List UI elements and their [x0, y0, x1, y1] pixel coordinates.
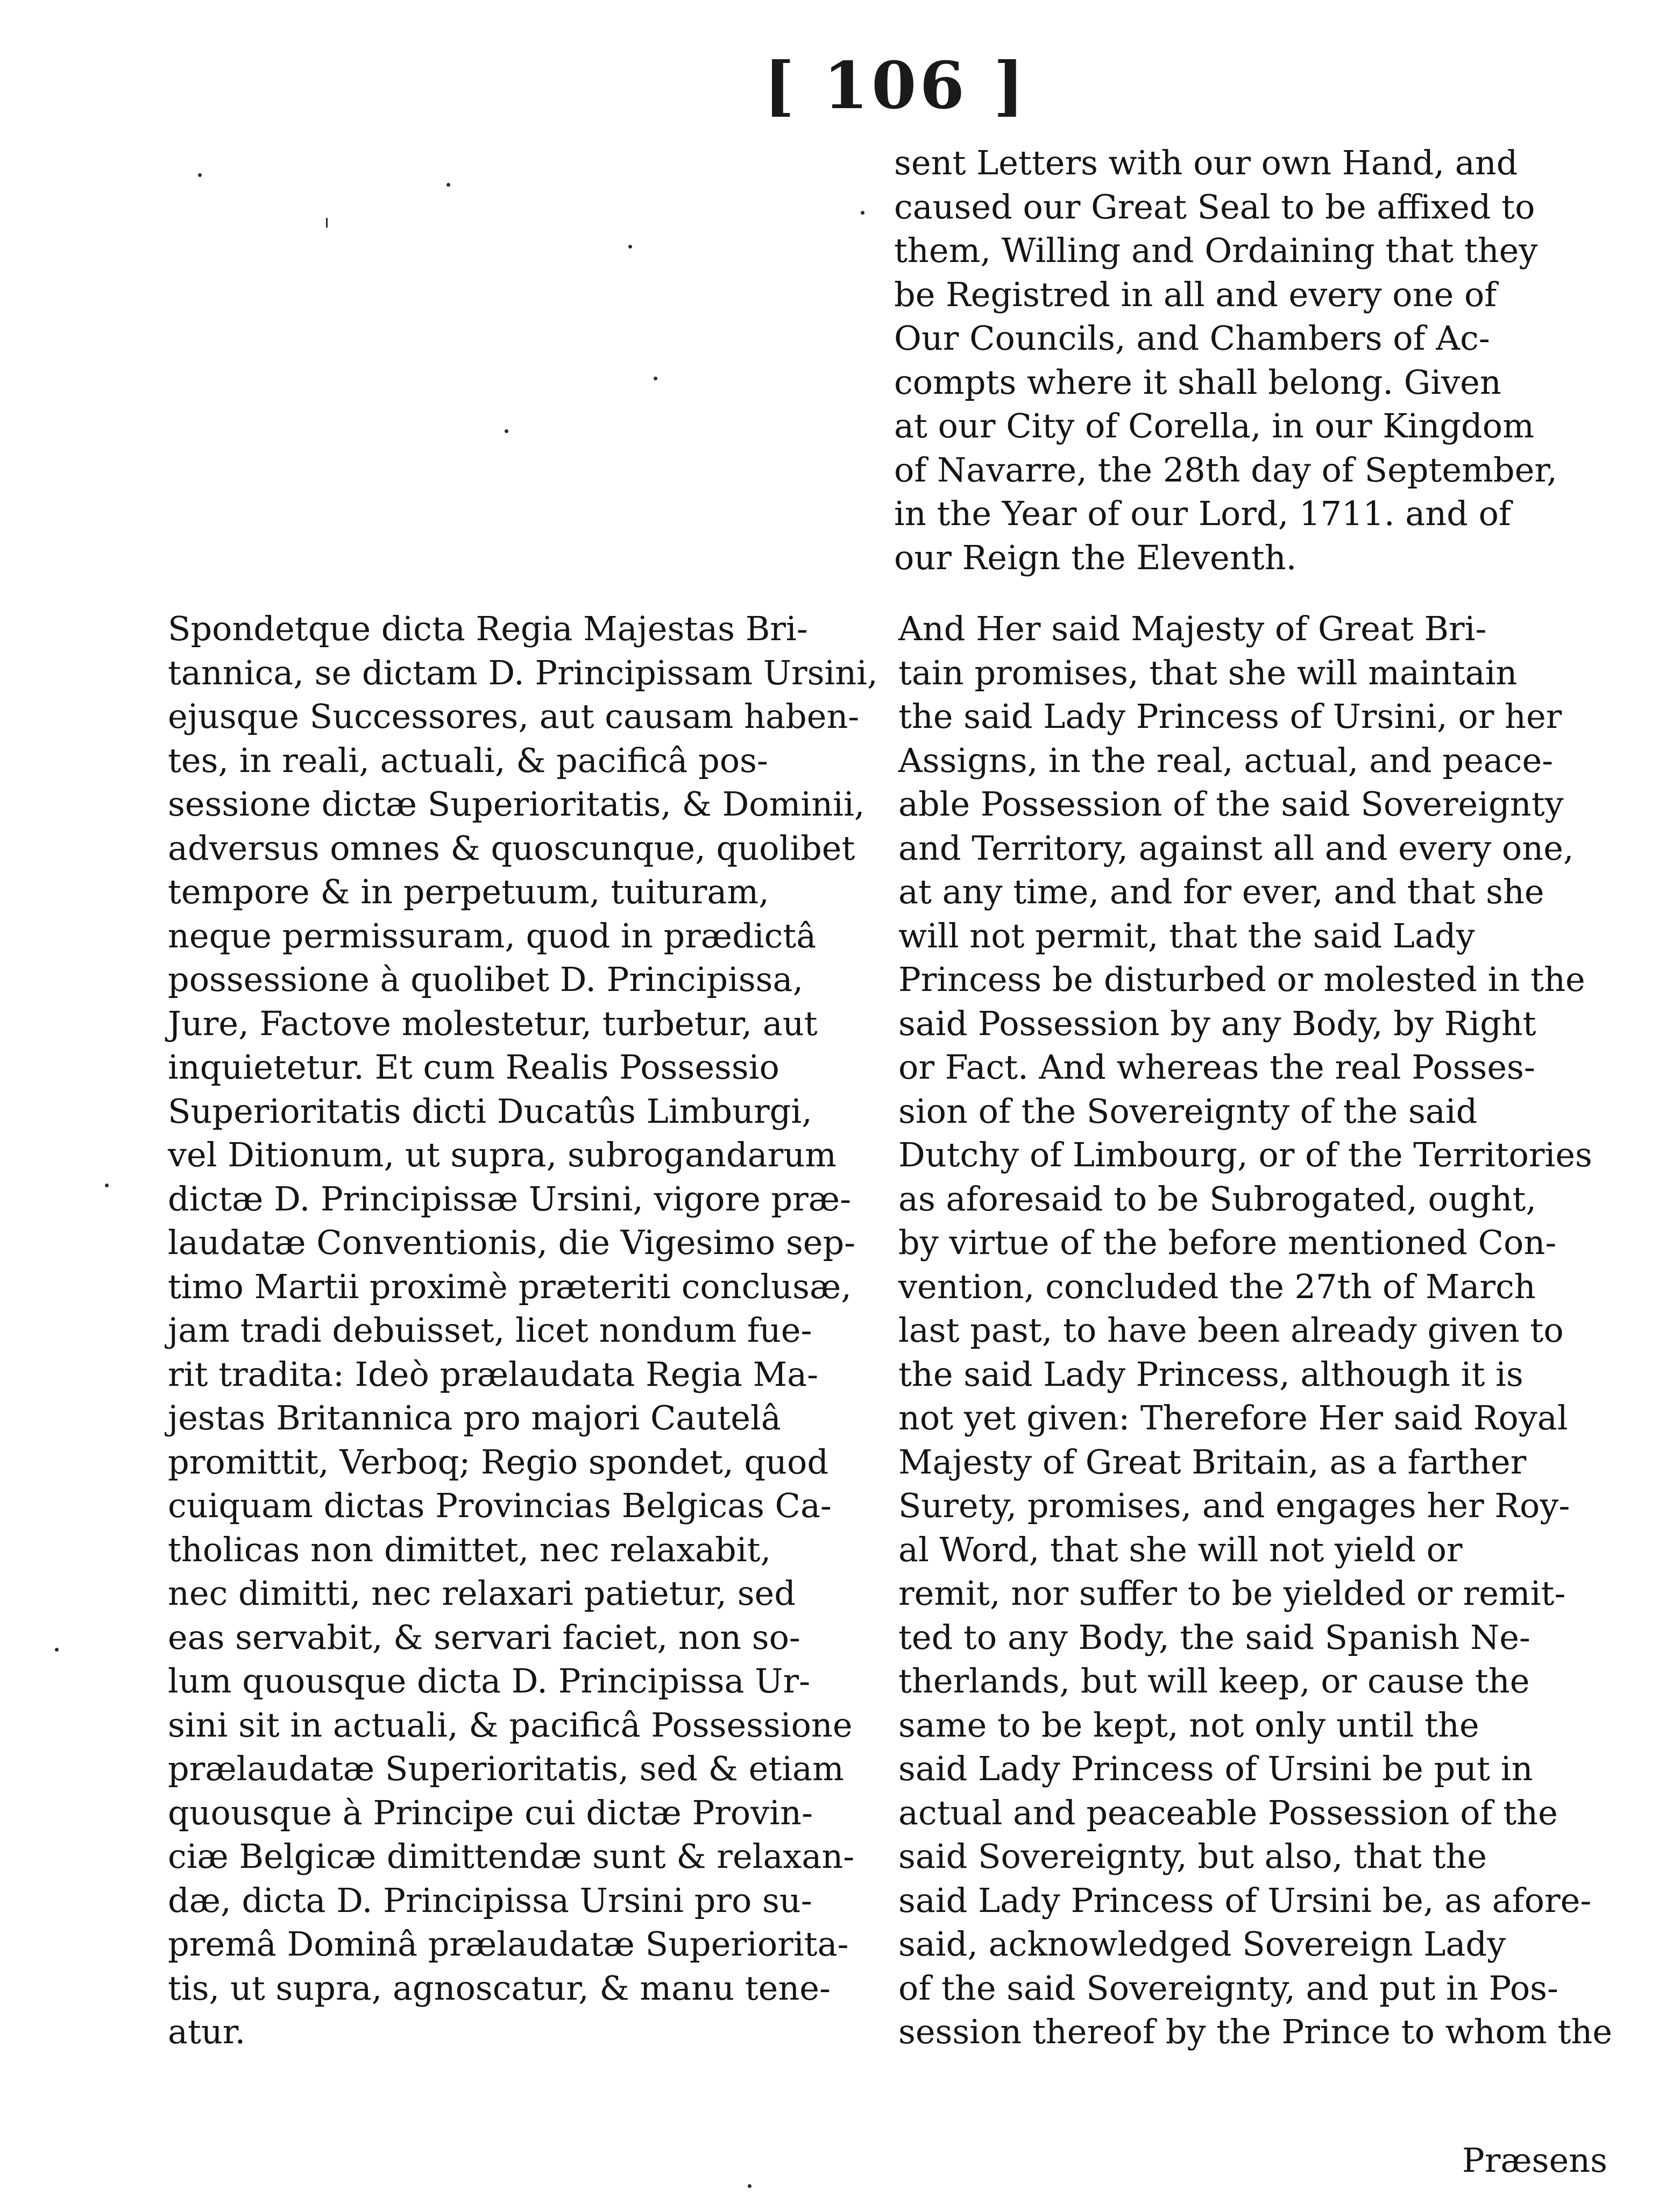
text-line: them, Willing and Ordaining that they — [894, 231, 1538, 270]
right-column-top — [894, 141, 1588, 579]
text-line: tain promises, that she will maintain — [898, 653, 1518, 692]
text-line: caused our Great Seal to be affixed to — [894, 187, 1535, 226]
text-line: Jure, Factove molestetur, turbetur, aut — [168, 1003, 818, 1043]
ink-speck — [55, 1648, 59, 1652]
ink-speck — [326, 218, 328, 228]
text-line: timo Martii proximè præteriti conclusæ, — [168, 1266, 852, 1306]
text-line: neque permissuram, quod in prædictâ — [168, 916, 817, 955]
text-line: sessione dictæ Superioritatis, & Dominii, — [168, 784, 865, 824]
text-line: said Sovereignty, but also, that the — [898, 1837, 1487, 1876]
text-line: of the said Sovereignty, and put in Pos- — [898, 1968, 1558, 2008]
text-line: remit, nor suffer to be yielded or remit- — [898, 1574, 1566, 1613]
text-line: Spondetque dicta Regia Majestas Bri- — [168, 609, 808, 648]
text-line: promittit, Verboq; Regio spondet, quod — [168, 1442, 829, 1482]
text-line: dæ, dicta D. Principissa Ursini pro su- — [168, 1880, 812, 1920]
text-line: be Registred in all and every one of — [894, 274, 1497, 314]
text-line: vention, concluded the 27th of March — [898, 1266, 1536, 1306]
text-line: al Word, that she will not yield or — [898, 1529, 1463, 1569]
ink-speck — [654, 377, 657, 380]
text-line: compts where it shall belong. Given — [894, 362, 1501, 402]
text-line: the said Lady Princess, although it is — [898, 1354, 1523, 1394]
text-line: quousque à Principe cui dictæ Provin- — [168, 1793, 813, 1832]
catchword: Præsens — [1462, 2141, 1607, 2180]
text-line: said Possession by any Body, by Right — [898, 1003, 1536, 1043]
text-line: at any time, and for ever, and that she — [898, 872, 1544, 911]
text-line: cuiquam dictas Provincias Belgicas Ca- — [168, 1486, 832, 1525]
text-line: tholicas non dimittet, nec relaxabit, — [168, 1529, 771, 1569]
text-line: dictæ D. Principissæ Ursini, vigore præ- — [168, 1179, 852, 1219]
text-line: sini sit in actuali, & pacificâ Possessione — [168, 1705, 853, 1745]
text-line: tis, ut supra, agnoscatur, & manu tene- — [168, 1968, 831, 2008]
text-line: Assigns, in the real, actual, and peace- — [898, 740, 1554, 780]
text-line: tes, in reali, actuali, & pacificâ pos- — [168, 740, 768, 780]
latin-paragraph — [168, 607, 878, 2054]
text-line: laudatæ Conventionis, die Vigesimo sep- — [168, 1223, 856, 1262]
page-number: [ 106 ] — [764, 48, 1027, 124]
text-line: inquietetur. Et cum Realis Possessio — [168, 1047, 779, 1087]
text-line: of Navarre, the 28th day of September, — [894, 450, 1557, 490]
text-line: lum quousque dicta D. Principissa Ur- — [168, 1661, 811, 1701]
text-line: by virtue of the before mentioned Con- — [898, 1223, 1557, 1262]
ink-speck — [446, 183, 450, 187]
text-line: same to be kept, not only until the — [898, 1705, 1479, 1745]
text-line: atur. — [168, 2012, 246, 2051]
text-line: at our City of Corella, in our Kingdom — [894, 406, 1534, 445]
text-line: Princess be disturbed or molested in the — [898, 960, 1585, 999]
english-paragraph — [898, 607, 1613, 2054]
text-line: sent Letters with our own Hand, and — [894, 143, 1518, 182]
text-line: Superioritatis dicti Ducatûs Limburgi, — [168, 1091, 812, 1131]
text-line: ciæ Belgicæ dimittendæ sunt & relaxan- — [168, 1837, 855, 1876]
text-line: in the Year of our Lord, 1711. and of — [894, 494, 1511, 533]
text-line: Majesty of Great Britain, as a farther — [898, 1442, 1527, 1482]
text-line: therlands, but will keep, or cause the — [898, 1661, 1530, 1701]
text-line: jestas Britannica pro majori Cautelâ — [168, 1398, 781, 1437]
ink-speck — [198, 173, 202, 177]
text-line: and Territory, against all and every one, — [898, 828, 1574, 868]
text-line: sion of the Sovereignty of the said — [898, 1091, 1478, 1131]
text-line: able Possession of the said Sovereignty — [898, 784, 1564, 824]
text-line: last past, to have been already given to — [898, 1311, 1564, 1350]
text-line: And Her said Majesty of Great Bri- — [898, 609, 1487, 648]
ink-speck — [748, 2184, 752, 2188]
text-line: our Reign the Eleventh. — [894, 537, 1297, 577]
text-line: or Fact. And whereas the real Posses- — [898, 1047, 1535, 1087]
ink-speck — [861, 211, 864, 215]
ink-speck — [105, 1184, 109, 1187]
text-line: as aforesaid to be Subrogated, ought, — [898, 1179, 1537, 1219]
text-line: nec dimitti, nec relaxari patietur, sed — [168, 1574, 796, 1613]
text-line: not yet given: Therefore Her said Royal — [898, 1398, 1568, 1437]
text-line: Our Councils, and Chambers of Ac- — [894, 318, 1490, 358]
text-line: tannica, se dictam D. Principissam Ursini, — [168, 653, 878, 692]
ink-speck — [628, 245, 632, 249]
text-line: eas servabit, & servari faciet, non so- — [168, 1617, 800, 1657]
text-line: will not permit, that the said Lady — [898, 916, 1475, 955]
text-line: said Lady Princess of Ursini be put in — [898, 1749, 1533, 1788]
text-line: said Lady Princess of Ursini be, as afore- — [898, 1880, 1592, 1920]
ink-speck — [505, 429, 508, 433]
text-line: vel Ditionum, ut supra, subrogandarum — [168, 1135, 837, 1174]
text-line: jam tradi debuisset, licet nondum fue- — [168, 1311, 812, 1350]
text-line: ted to any Body, the said Spanish Ne- — [898, 1617, 1530, 1657]
text-line: possessione à quolibet D. Principissa, — [168, 960, 804, 999]
text-line: actual and peaceable Possession of the — [898, 1793, 1558, 1832]
text-line: the said Lady Princess of Ursini, or her — [898, 697, 1562, 736]
blank-column-area — [167, 141, 866, 571]
text-line: tempore & in perpetuum, tuituram, — [168, 872, 769, 911]
text-line: session thereof by the Prince to whom the — [898, 2012, 1613, 2051]
text-line: said, acknowledged Sovereign Lady — [898, 1924, 1506, 1964]
text-line: adversus omnes & quoscunque, quolibet — [168, 828, 855, 868]
text-line: rit tradita: Ideò prælaudata Regia Ma- — [168, 1354, 819, 1394]
text-line: Dutchy of Limbourg, or of the Territories — [898, 1135, 1592, 1174]
text-line: Surety, promises, and engages her Roy- — [898, 1486, 1570, 1525]
text-line: premâ Dominâ prælaudatæ Superiorita- — [168, 1924, 849, 1964]
text-line: prælaudatæ Superioritatis, sed & etiam — [168, 1749, 844, 1788]
text-line: ejusque Successores, aut causam haben- — [168, 697, 860, 736]
